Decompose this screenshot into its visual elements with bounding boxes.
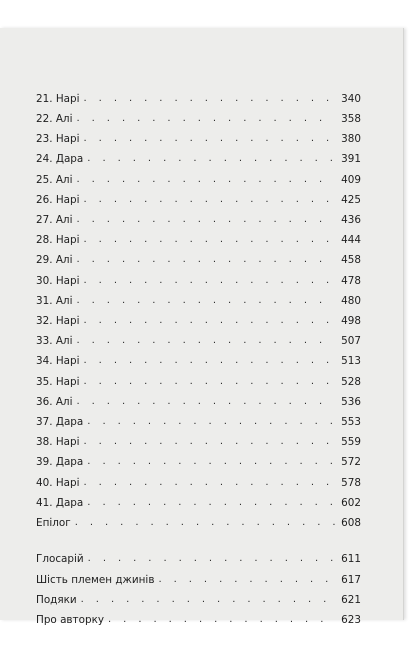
toc-entry[interactable] xyxy=(36,213,361,227)
dot-leader xyxy=(87,455,335,469)
toc-entry-title: Шість племен джинів xyxy=(36,574,155,586)
toc-entry-page: 380 xyxy=(341,133,361,145)
dot-leader xyxy=(84,476,336,490)
toc-entry-page: 611 xyxy=(341,553,361,565)
dot-leader xyxy=(84,233,336,247)
toc-entry-page: 536 xyxy=(341,396,361,408)
dot-leader xyxy=(76,294,335,308)
toc-entry[interactable] xyxy=(36,354,361,368)
toc-entry-djinn-tribes[interactable] xyxy=(36,573,361,587)
dot-leader xyxy=(76,253,335,267)
toc-entry[interactable] xyxy=(36,112,361,126)
toc-entry[interactable] xyxy=(36,152,361,166)
toc-entry-title: 22. Алі xyxy=(36,113,73,125)
toc-entry-page: 425 xyxy=(341,194,361,206)
toc-entry-title: 33. Алі xyxy=(36,335,73,347)
dot-leader xyxy=(76,395,335,409)
toc-entry-page: 444 xyxy=(341,234,361,246)
dot-leader xyxy=(76,334,335,348)
toc-entry[interactable] xyxy=(36,314,361,328)
dot-leader xyxy=(84,132,336,146)
dot-leader xyxy=(76,173,335,187)
book-page xyxy=(0,28,404,626)
toc-entry[interactable] xyxy=(36,233,361,247)
toc-entry-page: 572 xyxy=(341,456,361,468)
dot-leader xyxy=(84,92,336,106)
toc-entry-title: 38. Нарі xyxy=(36,436,80,448)
dot-leader xyxy=(75,516,335,530)
dot-leader xyxy=(76,213,335,227)
toc-entry-title: 29. Алі xyxy=(36,254,73,266)
toc-entry-title: Подяки xyxy=(36,594,77,606)
toc-entry-page: 559 xyxy=(341,436,361,448)
toc-entry[interactable] xyxy=(36,294,361,308)
toc-entry-acknowledgements[interactable] xyxy=(36,593,361,607)
toc-entry-title: 35. Нарі xyxy=(36,376,80,388)
toc-entry[interactable] xyxy=(36,375,361,389)
dot-leader xyxy=(158,573,335,587)
toc-entry-title: 32. Нарі xyxy=(36,315,80,327)
dot-leader xyxy=(87,496,335,510)
dot-leader xyxy=(76,112,335,126)
toc-entry[interactable] xyxy=(36,334,361,348)
dot-leader xyxy=(84,354,336,368)
toc-entry-title: 31. Алі xyxy=(36,295,73,307)
dot-leader xyxy=(84,375,336,389)
toc-entry-title: 25. Алі xyxy=(36,174,73,186)
toc-entry-title: Епілог xyxy=(36,517,71,529)
toc-entry-page: 391 xyxy=(341,153,361,165)
toc-entry-title: 34. Нарі xyxy=(36,355,80,367)
toc-entry[interactable] xyxy=(36,476,361,490)
toc-entry-about-author[interactable] xyxy=(36,613,361,627)
dot-leader xyxy=(84,314,336,328)
toc-entry[interactable] xyxy=(36,455,361,469)
toc-entry-page: 623 xyxy=(341,614,361,626)
toc-entry-page: 340 xyxy=(341,93,361,105)
toc-entry-page: 498 xyxy=(341,315,361,327)
toc-entry-title: 40. Нарі xyxy=(36,477,80,489)
toc-entry[interactable] xyxy=(36,253,361,267)
toc-entry[interactable] xyxy=(36,193,361,207)
toc-entry-title: 41. Дара xyxy=(36,497,84,509)
toc-entry[interactable] xyxy=(36,415,361,429)
toc-entry-title: 36. Алі xyxy=(36,396,73,408)
toc-entry-page: 528 xyxy=(341,376,361,388)
toc-entry-page: 602 xyxy=(341,497,361,509)
toc-entry-page: 507 xyxy=(341,335,361,347)
toc-entry-page: 513 xyxy=(341,355,361,367)
toc-entry-title: 26. Нарі xyxy=(36,194,80,206)
toc-entry-title: 23. Нарі xyxy=(36,133,80,145)
toc-entry-title: 27. Алі xyxy=(36,214,73,226)
dot-leader xyxy=(84,274,336,288)
toc-entry[interactable] xyxy=(36,274,361,288)
toc-entry-title: 39. Дара xyxy=(36,456,84,468)
toc-entry-page: 478 xyxy=(341,275,361,287)
dot-leader xyxy=(87,152,335,166)
toc-entry[interactable] xyxy=(36,92,361,106)
toc-entry-title: Глосарій xyxy=(36,553,84,565)
dot-leader xyxy=(87,415,335,429)
toc-entry-page: 578 xyxy=(341,477,361,489)
toc-entry[interactable] xyxy=(36,435,361,449)
toc-entry-title: 28. Нарі xyxy=(36,234,80,246)
toc-entry-page: 608 xyxy=(341,517,361,529)
dot-leader xyxy=(108,613,335,627)
table-of-contents xyxy=(0,28,403,626)
toc-entry-page: 358 xyxy=(341,113,361,125)
dot-leader xyxy=(84,435,336,449)
toc-entry-page: 553 xyxy=(341,416,361,428)
toc-entry[interactable] xyxy=(36,496,361,510)
toc-entry-page: 480 xyxy=(341,295,361,307)
toc-entry-page: 409 xyxy=(341,174,361,186)
dot-leader xyxy=(81,593,335,607)
toc-entry-glossary[interactable] xyxy=(36,552,361,566)
dot-leader xyxy=(84,193,336,207)
toc-entry-epilogue[interactable] xyxy=(36,516,361,530)
toc-entry-title: 30. Нарі xyxy=(36,275,80,287)
toc-entry-page: 458 xyxy=(341,254,361,266)
dot-leader xyxy=(88,552,335,566)
toc-entry-page: 436 xyxy=(341,214,361,226)
toc-entry[interactable] xyxy=(36,395,361,409)
toc-entry-title: 21. Нарі xyxy=(36,93,80,105)
toc-entry[interactable] xyxy=(36,173,361,187)
toc-entry-page: 617 xyxy=(341,574,361,586)
toc-entry-page: 621 xyxy=(341,594,361,606)
toc-entry-title: 37. Дара xyxy=(36,416,84,428)
toc-entry[interactable] xyxy=(36,132,361,146)
toc-entry-title: Про авторку xyxy=(36,614,104,626)
toc-entry-title: 24. Дара xyxy=(36,153,84,165)
